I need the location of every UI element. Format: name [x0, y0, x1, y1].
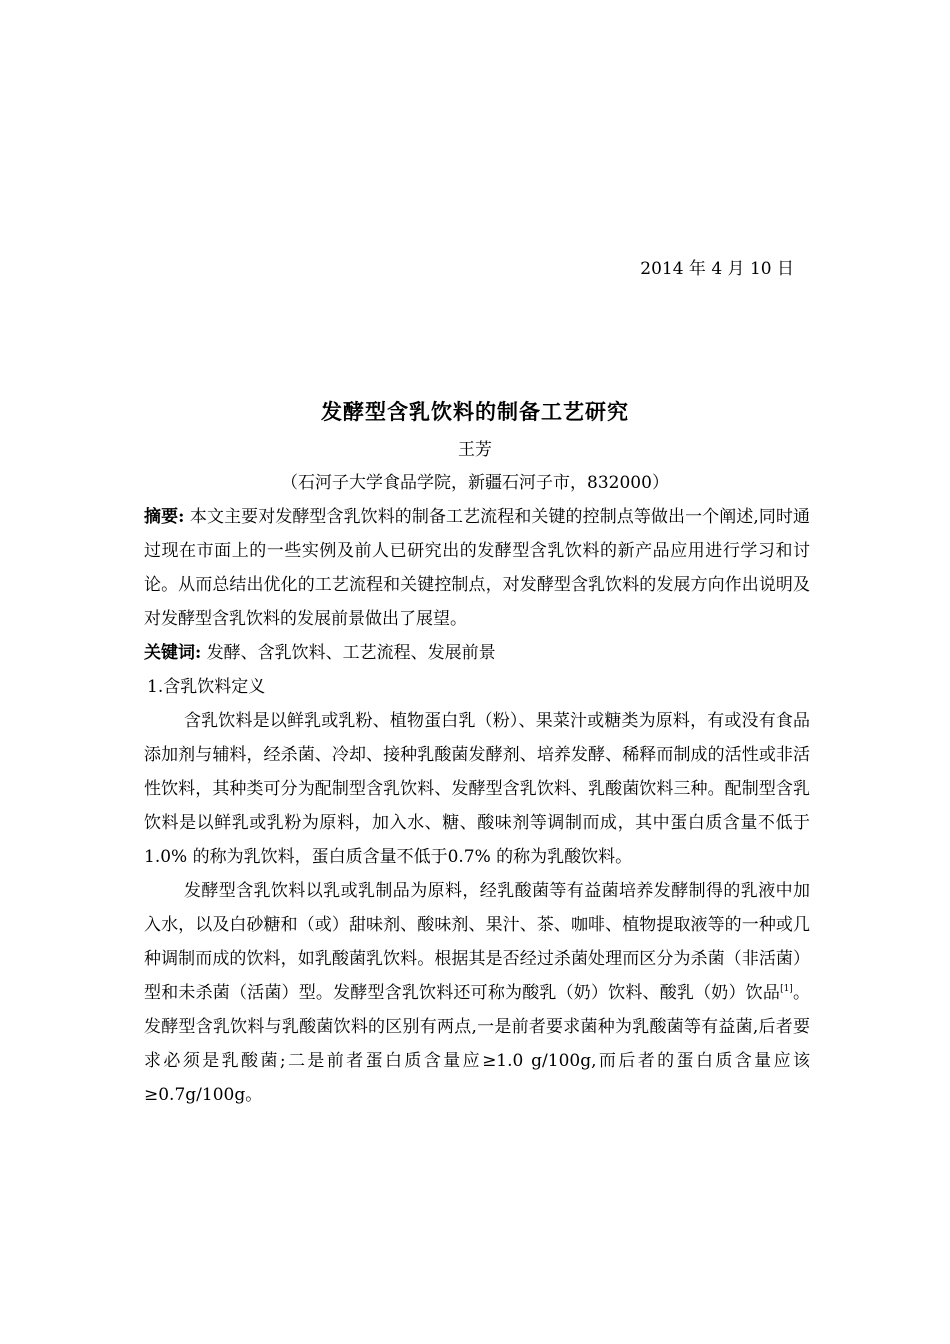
abstract-text: 本文主要对发酵型含乳饮料的制备工艺流程和关键的控制点等做出一个阐述,同时通过现在市面上的一些实例及前人已研究出的发酵型含乳饮料的新产品应用进行学习和讨论。从而总结出优化的工艺流程和关键控制点，对发酵型含乳饮料的发展方向作出说明及对发酵型含乳饮料的发展前景做出了展望。	[144, 507, 811, 629]
document-body	[144, 500, 810, 1112]
document-date: 2014 年 4 月 10 日	[640, 259, 794, 279]
abstract-label: 摘要:	[144, 507, 185, 527]
definition-paragraph-1: 含乳饮料是以鲜乳或乳粉、植物蛋白乳（粉）、果菜汁或糖类为原料，有或没有食品添加剂与辅料，经杀菌、冷却、接种乳酸菌发酵剂、培养发酵、稀释而制成的活性或非活性饮料，其种类可分为配制型含乳饮料、发酵型含乳饮料、乳酸菌饮料三种。配制型含乳饮料是以鲜乳或乳粉为原料，加入水、糖、酸味剂等调制而成，其中蛋白质含量不低于1.0% 的称为乳饮料，蛋白质含量不低于0.7% 的称为乳酸饮料。	[144, 711, 810, 867]
abstract-paragraph	[144, 500, 810, 636]
keywords-label: 关键词:	[144, 643, 202, 663]
definition-paragraph-2	[144, 874, 810, 1112]
citation-ref: [1]	[780, 984, 793, 994]
section-heading: 1.含乳饮料定义	[147, 677, 266, 697]
keywords-paragraph	[144, 636, 810, 670]
paragraph-2-text-b: 。发酵型含乳饮料与乳酸菌饮料的区别有两点,一是前者要求菌种为乳酸菌等有益菌,后者要求必须是乳酸菌;二是前者蛋白质含量应≥1.0 g/100g,而后者的蛋白质含量应该≥0.7g/100g。	[144, 983, 811, 1105]
paragraph-2-text-a: 发酵型含乳饮料以乳或乳制品为原料，经乳酸菌等有益菌培养发酵制得的乳液中加入水，以及白砂糖和（或）甜味剂、酸味剂、果汁、茶、咖啡、植物提取液等的一种或几种调制而成的饮料，如乳酸菌乳饮料。根据其是否经过杀菌处理而区分为杀菌（非活菌）型和未杀菌（活菌）型。发酵型含乳饮料还可称为酸乳（奶）饮料、酸乳（奶）饮品	[144, 881, 810, 1003]
paper-title: 发酵型含乳饮料的制备工艺研究	[321, 399, 629, 424]
author-affiliation: （石河子大学食品学院，新疆石河子市，832000）	[281, 473, 669, 493]
author-name: 王芳	[458, 440, 492, 460]
keywords-text: 发酵、含乳饮料、工艺流程、发展前景	[206, 643, 496, 663]
